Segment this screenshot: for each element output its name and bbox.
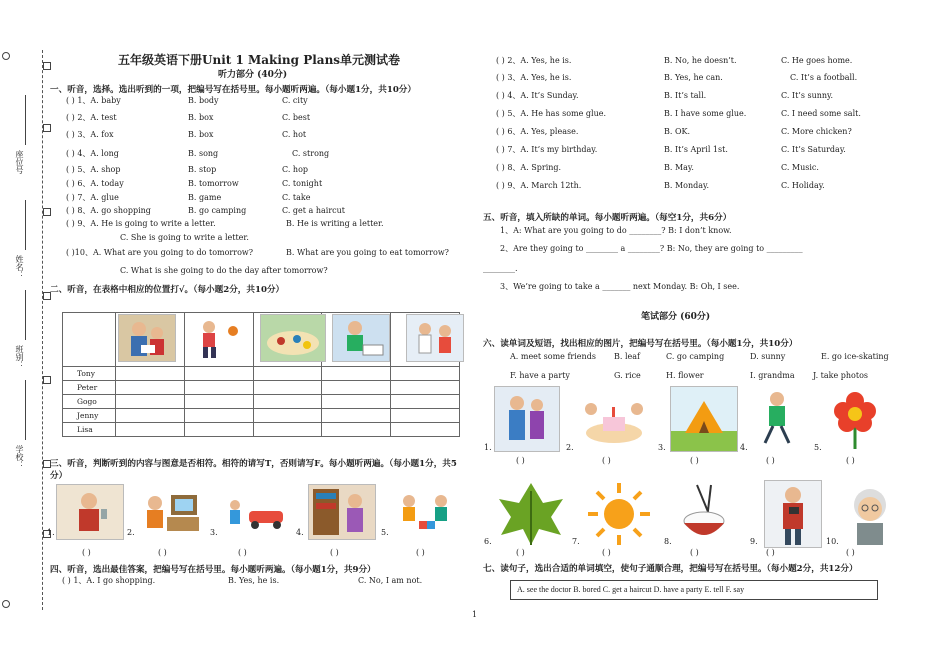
s6-number: 8. [664, 537, 672, 546]
s4-item-b: B. It’s April 1st. [664, 145, 728, 154]
tick-cell[interactable] [322, 395, 391, 409]
s4-item-a: ( ) 2、A. Yes, he is. [496, 56, 572, 65]
s6-answer-bracket: ( ) [846, 456, 855, 465]
table-row-name: Peter [63, 381, 116, 395]
section-6-heading: 六、读单词及短语，找出相应的图片，把编号写在括号里。（每小题1分，共10分） [483, 339, 798, 349]
birthday-party-image [578, 386, 650, 452]
grandma-family-image [494, 386, 560, 452]
s6-answer-bracket: ( ) [602, 456, 611, 465]
s6-number: 10. [826, 537, 839, 546]
picnic-image [260, 314, 326, 362]
s1-item-a: ( ) 3、A. fox [66, 130, 114, 139]
s4-q1-a: ( ) 1、A. I go shopping. [62, 576, 156, 585]
q10-option-b: B. What are you going to eat tomorrow? [286, 248, 449, 257]
s4-item-c: C. It’s Saturday. [781, 145, 846, 154]
s6-number: 3. [658, 443, 666, 452]
s4-item-c: C. More chicken? [781, 127, 852, 136]
s4-item-c: C. I need some salt. [781, 109, 861, 118]
s6-word: B. leaf [614, 352, 640, 361]
tick-cell[interactable] [391, 367, 460, 381]
s6-word: I. grandma [750, 371, 795, 380]
q10-option-a: ( )10、A. What are you going to do tomorrow? [66, 248, 254, 257]
binding-margin [0, 0, 50, 658]
s6-answer-bracket: ( ) [602, 548, 611, 557]
tick-cell[interactable] [116, 409, 185, 423]
s6-answer-bracket: ( ) [846, 548, 855, 557]
tick-cell[interactable] [253, 367, 322, 381]
s4-item-c: C. It’s a football. [790, 73, 858, 82]
s3-answer-bracket: ( ) [416, 548, 425, 557]
sun-image [584, 480, 654, 548]
s6-answer-bracket: ( ) [766, 456, 775, 465]
s3-number: 5. [381, 528, 389, 537]
name-label: 姓名： [15, 255, 24, 279]
section-1-heading: 一、听音，选择。选出听到的一项，把编号写在括号里。每小题听两遍。（每小题1分，共10分） [50, 85, 416, 95]
word-bank-box [510, 580, 878, 600]
s3-number: 1. [47, 528, 55, 537]
tick-cell[interactable] [322, 381, 391, 395]
section-4-heading: 四、听音，选出最佳答案，把编号写在括号里。每小题听两遍。（每小题1分，共9分） [50, 565, 376, 575]
s6-answer-bracket: ( ) [766, 548, 775, 557]
kids-with-car-image [222, 484, 290, 540]
blank-line [25, 200, 26, 250]
s6-word: F. have a party [510, 371, 570, 380]
section-2-heading: 二、听音，在表格中相应的位置打√。（每小题2分，共10分） [50, 285, 285, 295]
tick-cell[interactable] [322, 367, 391, 381]
s1-item-c: C. get a haircut [282, 206, 345, 215]
written-part-title: 笔试部分 (60分) [641, 312, 711, 322]
s1-item-a: ( ) 1、A. baby [66, 96, 121, 105]
s1-item-b: B. body [188, 96, 219, 105]
s1-item-b: B. box [188, 130, 214, 139]
tick-cell[interactable] [391, 381, 460, 395]
s6-answer-bracket: ( ) [516, 456, 525, 465]
s1-item-b: B. song [188, 149, 219, 158]
s6-answer-bracket: ( ) [690, 456, 699, 465]
flower-image [826, 386, 884, 452]
table-row-name: Jenny [63, 409, 116, 423]
s4-item-b: B. No, he doesn’t. [664, 56, 737, 65]
kids-with-blocks-image [392, 484, 460, 540]
s4-q1-b: B. Yes, he is. [228, 576, 280, 585]
s1-item-b: B. tomorrow [188, 179, 239, 188]
tick-cell[interactable] [253, 409, 322, 423]
s6-number: 2. [566, 443, 574, 452]
leaf-image [494, 480, 568, 548]
tick-cell[interactable] [184, 381, 253, 395]
tick-cell[interactable] [184, 367, 253, 381]
s4-item-b: B. I have some glue. [664, 109, 747, 118]
s1-item-c: C. strong [292, 149, 330, 158]
school-label: 学校： [15, 445, 24, 469]
s1-item-a: ( ) 2、A. test [66, 113, 117, 122]
s4-item-a: ( ) 7、A. It’s my birthday. [496, 145, 598, 154]
seat-number-label: 座位号 [15, 150, 24, 174]
s6-number: 7. [572, 537, 580, 546]
tick-cell[interactable] [116, 367, 185, 381]
s4-q1-c: C. No, I am not. [358, 576, 423, 585]
class-label: 班别： [15, 345, 24, 369]
s1-item-c: C. hop [282, 165, 309, 174]
page-number: 1 [472, 610, 478, 619]
s5-line-2: 2、Are they going to ________ a ________? B: No, they are going to _________ [500, 244, 803, 253]
s1-item-c: C. tonight [282, 179, 323, 188]
s4-item-b: B. Yes, he can. [664, 73, 723, 82]
tick-cell[interactable] [253, 423, 322, 437]
s6-word: E. go ice-skating [821, 352, 889, 361]
s1-item-a: ( ) 7、A. glue [66, 193, 119, 202]
tick-cell[interactable] [184, 409, 253, 423]
s3-answer-bracket: ( ) [82, 548, 91, 557]
s1-item-c: C. best [282, 113, 311, 122]
tick-cell[interactable] [253, 395, 322, 409]
tick-cell[interactable] [116, 395, 185, 409]
boy-watching-tv-image [136, 484, 204, 540]
s1-item-b: B. stop [188, 165, 217, 174]
tick-cell[interactable] [391, 423, 460, 437]
family-reading-image [118, 314, 176, 362]
s4-item-c: C. Holiday. [781, 181, 825, 190]
table-row-name: Lisa [63, 423, 116, 437]
camping-tent-image [670, 386, 738, 452]
s4-item-a: ( ) 8、A. Spring. [496, 163, 562, 172]
s4-item-b: B. OK. [664, 127, 691, 136]
s1-item-c: C. take [282, 193, 311, 202]
s4-item-a: ( ) 5、A. He has some glue. [496, 109, 606, 118]
q10-option-c: C. What is she going to do the day after tomorrow? [120, 266, 328, 275]
s1-item-a: ( ) 6、A. today [66, 179, 124, 188]
tick-cell[interactable] [184, 423, 253, 437]
section-3-heading: 三、听音，判断听到的内容与图意是否相符。相符的请写T，否则请写F。每小题听两遍。（每小题1分，共5 [50, 459, 457, 469]
fold-mark-icon [43, 62, 51, 70]
boy-drawing-image [332, 314, 390, 362]
fold-mark-icon [43, 376, 51, 384]
tick-cell[interactable] [391, 395, 460, 409]
s4-item-b: B. It’s tall. [664, 91, 707, 100]
girl-drinking-image [56, 484, 124, 540]
s6-answer-bracket: ( ) [690, 548, 699, 557]
q9-option-c: C. She is going to write a letter. [120, 233, 249, 242]
s3-answer-bracket: ( ) [330, 548, 339, 557]
q9-option-a: ( ) 9、A. He is going to write a letter. [66, 219, 216, 228]
s3-number: 3. [210, 528, 218, 537]
s4-item-c: C. It’s sunny. [781, 91, 834, 100]
s4-item-a: ( ) 3、A. Yes, he is. [496, 73, 572, 82]
tick-cell[interactable] [322, 409, 391, 423]
man-taking-photo-image [764, 480, 822, 548]
fold-mark-icon [43, 124, 51, 132]
page-title: 五年级英语下册Unit 1 Making Plans单元测试卷 [118, 53, 401, 67]
s6-number: 1. [484, 443, 492, 452]
s4-item-b: B. Monday. [664, 181, 710, 190]
section-5-heading: 五、听音，填入所缺的单词。每小题听两遍。（每空1分，共6分） [483, 213, 732, 223]
q9-option-b: B. He is writing a letter. [286, 219, 384, 228]
s6-number: 6. [484, 537, 492, 546]
table-row-name: Gogo [63, 395, 116, 409]
tick-cell[interactable] [116, 423, 185, 437]
s1-item-b: B. game [188, 193, 222, 202]
tick-cell[interactable] [391, 409, 460, 423]
table-row-name: Tony [63, 367, 116, 381]
s6-number: 9. [750, 537, 758, 546]
s6-word: C. go camping [666, 352, 725, 361]
s1-item-a: ( ) 4、A. long [66, 149, 119, 158]
s4-item-c: C. He goes home. [781, 56, 853, 65]
s6-word: D. sunny [750, 352, 786, 361]
s4-item-a: ( ) 9、A. March 12th. [496, 181, 582, 190]
fold-mark-icon [43, 208, 51, 216]
s1-item-c: C. city [282, 96, 308, 105]
section-3-heading-cont: 分） [50, 471, 68, 481]
rice-bowl-image [676, 480, 732, 548]
punch-hole-icon [2, 52, 10, 60]
blank-line [25, 95, 26, 145]
s6-word: A. meet some friends [510, 352, 596, 361]
s1-item-b: B. box [188, 113, 214, 122]
s6-word: J. take photos [813, 371, 869, 380]
s5-line-2-cont: ________. [483, 264, 518, 273]
dashed-cut-line [42, 50, 43, 610]
boy-playing-ball-image [188, 314, 246, 362]
s5-line-3: 3、We’re going to take a _______ next Monday. B: Oh, I see. [500, 282, 740, 291]
girl-at-bookshelf-image [308, 484, 376, 540]
s6-word: G. rice [614, 371, 641, 380]
s4-item-c: C. Music. [781, 163, 819, 172]
punch-hole-icon [2, 600, 10, 608]
s4-item-a: ( ) 4、A. It’s Sunday. [496, 91, 579, 100]
s1-item-a: ( ) 8、A. go shopping [66, 206, 151, 215]
s3-number: 2. [127, 528, 135, 537]
s3-answer-bracket: ( ) [158, 548, 167, 557]
tick-cell[interactable] [116, 381, 185, 395]
s6-number: 5. [814, 443, 822, 452]
tick-cell[interactable] [253, 381, 322, 395]
s6-answer-bracket: ( ) [516, 548, 525, 557]
section-7-heading: 七、读句子，选出合适的单词填空，使句子通顺合理，把编号写在括号里。（每小题2分，共12分） [483, 564, 858, 574]
blank-line [25, 290, 26, 340]
s1-item-c: C. hot [282, 130, 307, 139]
s4-item-b: B. May. [664, 163, 694, 172]
s1-item-a: ( ) 5、A. shop [66, 165, 121, 174]
ice-skating-image [750, 386, 804, 452]
s6-word: H. flower [666, 371, 704, 380]
s5-line-1: 1、A: What are you going to do ________? B: I don’t know. [500, 226, 732, 235]
s6-number: 4. [740, 443, 748, 452]
blank-line [25, 380, 26, 440]
tick-cell[interactable] [322, 423, 391, 437]
tick-cell[interactable] [184, 395, 253, 409]
s1-item-b: B. go camping [188, 206, 247, 215]
word-bank-options: A. see the doctor B. bored C. get a haircut D. have a party E. tell F. say [517, 585, 745, 594]
doctor-visit-image [406, 314, 464, 362]
s3-number: 4. [296, 528, 304, 537]
grandma-image [842, 480, 898, 548]
s4-item-a: ( ) 6、A. Yes, please. [496, 127, 579, 136]
listening-part-title: 听力部分 (40分) [218, 70, 288, 80]
s3-answer-bracket: ( ) [238, 548, 247, 557]
